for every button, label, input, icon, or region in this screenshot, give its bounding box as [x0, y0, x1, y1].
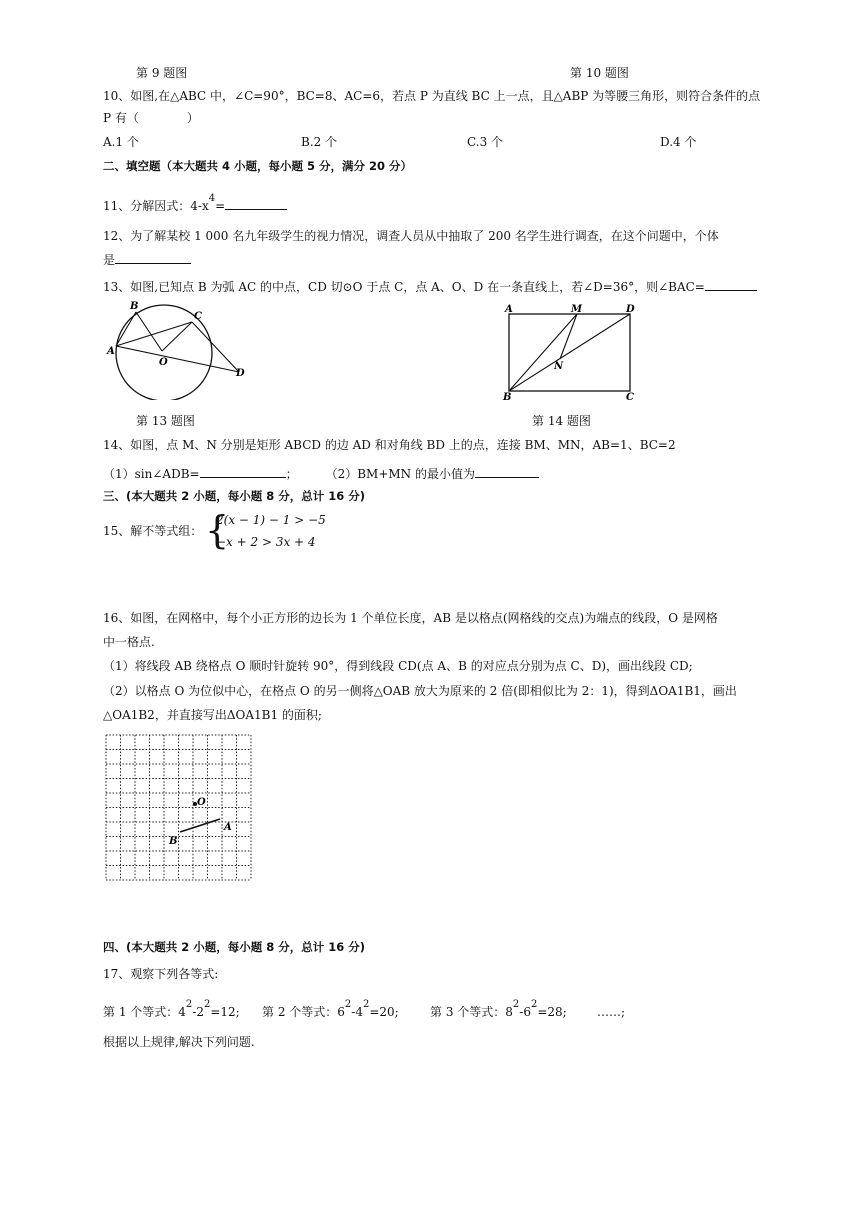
q17-intro: 17、观察下列各等式:: [103, 967, 219, 981]
q11-prefix: 11、分解因式：4-x: [103, 199, 209, 213]
fig13-diagram: [105, 298, 255, 400]
q14-parts: [103, 465, 539, 482]
section4-heading: 四、(本大题共 2 小题，每小题 8 分，总计 16 分): [103, 940, 366, 954]
q12-line2: [103, 251, 191, 268]
q17-eq1-exp2: 2: [203, 999, 211, 1010]
q14-part1-blank[interactable]: [200, 465, 286, 478]
fig16-label-b: B: [169, 836, 178, 847]
q17-eq1-a: 4: [178, 1005, 186, 1019]
fig13-label-a: A: [107, 346, 115, 357]
q10-line1: 10、如图,在△ABC 中，∠C=90°，BC=8、AC=6，若点 P 为直线 BC 上一点，且△ABP 为等腰三角形，则符合条件的点: [103, 89, 761, 103]
q14-part2: （2）BM+MN 的最小值为: [325, 467, 475, 481]
fig14-label-n: N: [554, 361, 564, 372]
q17-eq3-c: =28;: [537, 1005, 567, 1019]
q16-part1: （1）将线段 AB 绕格点 O 顺时针旋转 90°，得到线段 CD(点 A、B 的对应点分别为点 C、D)，画出线段 CD;: [103, 659, 693, 673]
q10-line2: P 有（ ）: [103, 111, 199, 125]
q16-line1: 16、如图，在网格中，每个小正方形的边长为 1 个单位长度，AB 是以格点(网格线的交点)为端点的线段，O 是网格: [103, 611, 718, 625]
fig14-label-c: C: [626, 392, 634, 402]
q17-eq3: [430, 999, 567, 1022]
fig16-label-o: O: [197, 797, 206, 808]
q10-option-c: C.3 个: [467, 135, 504, 149]
fig13-label-c: C: [194, 311, 202, 322]
q12-answer-blank[interactable]: [115, 251, 191, 264]
fig14-label-b: B: [503, 392, 512, 402]
fig10-caption: 第 10 题图: [570, 66, 629, 80]
fig16-grid: [100, 730, 258, 886]
fig14-caption: 第 14 题图: [532, 414, 591, 428]
q14-part1: （1）sin∠ADB=: [103, 467, 200, 481]
q10-option-a: A.1 个: [103, 135, 139, 149]
q17-eq2-a: 6: [337, 1005, 345, 1019]
q12-line1: 12、为了解某校 1 000 名九年级学生的视力情况，调查人员从中抽取了 200 名学生进行调查，在这个问题中，个体: [103, 229, 719, 243]
q15-brace: {: [205, 508, 230, 552]
q17-eq2-exp1: 2: [344, 999, 352, 1010]
q11-exponent: 4: [208, 193, 216, 204]
q17-outro: 根据以上规律,解决下列问题.: [103, 1035, 255, 1049]
q17-eq3-exp1: 2: [512, 999, 520, 1010]
q12-prefix: 是: [103, 253, 116, 267]
q11-equals: =: [215, 199, 226, 213]
q11-answer-blank[interactable]: [225, 197, 287, 210]
q17-eq3-prefix: 第 3 个等式：: [430, 1005, 506, 1019]
q16-part2a: （2）以格点 O 为位似中心，在格点 O 的另一侧将△OAB 放大为原来的 2 倍(即相似比为 2：1)，得到ΔOA1B1，画出: [103, 684, 737, 698]
fig16-label-a: A: [224, 822, 232, 833]
q13-answer-blank[interactable]: [705, 278, 757, 291]
q17-ellipsis: ……;: [597, 1005, 626, 1019]
q16-part2b: △OA1B2，并直接写出ΔOA1B1 的面积;: [103, 708, 322, 722]
q13-text: 13、如图,已知点 B 为弧 AC 的中点，CD 切⊙O 于点 C，点 A、O、D 在一条直线上，若∠D=36°，则∠BAC=: [103, 280, 705, 294]
fig14-label-a: A: [505, 304, 513, 315]
fig14-label-d: D: [626, 304, 635, 315]
q17-eq2-c: =20;: [369, 1005, 399, 1019]
q13: [103, 278, 757, 295]
fig13-label-o: O: [159, 357, 168, 368]
q17-eq2-prefix: 第 2 个等式：: [262, 1005, 338, 1019]
q15-prefix: 15、解不等式组：: [103, 524, 203, 538]
q14-part2-blank[interactable]: [475, 465, 539, 478]
fig14-diagram: [500, 302, 642, 402]
fig13-label-d: D: [236, 368, 245, 379]
q17-eq2-exp2: 2: [362, 999, 370, 1010]
q15-inequality-1: 2(x − 1) − 1 > −5: [216, 513, 326, 527]
q17-eq2: [262, 999, 399, 1022]
section3-heading: 三、(本大题共 2 小题，每小题 8 分，总计 16 分): [103, 489, 366, 503]
fig13-caption: 第 13 题图: [136, 414, 195, 428]
q17-eq1-exp1: 2: [185, 999, 193, 1010]
q17-eq3-exp2: 2: [530, 999, 538, 1010]
q11: [103, 193, 287, 216]
q17-eq3-a: 8: [505, 1005, 513, 1019]
q15-inequality-2: −x + 2 > 3x + 4: [216, 535, 316, 549]
q14-part1-end: ；: [285, 467, 298, 481]
q10-option-b: B.2 个: [301, 135, 338, 149]
section2-heading: 二、填空题（本大题共 4 小题，每小题 5 分，满分 20 分）: [103, 159, 413, 173]
grid-lines: [106, 735, 251, 880]
q17-eq1: [103, 999, 240, 1022]
q17-eq3-b: -6: [519, 1005, 531, 1019]
q14-text: 14、如图，点 M、N 分别是矩形 ABCD 的边 AD 和对角线 BD 上的点，连接 BM、MN，AB=1、BC=2: [103, 438, 676, 452]
q10-option-d: D.4 个: [660, 135, 697, 149]
q16-line2: 中一格点.: [103, 635, 155, 649]
fig14-label-m: M: [571, 304, 583, 315]
q17-eq1-c: =12;: [210, 1005, 240, 1019]
q17-eq2-b: -4: [351, 1005, 363, 1019]
fig13-label-b: B: [130, 301, 139, 312]
q17-eq1-b: -2: [192, 1005, 204, 1019]
fig9-caption: 第 9 题图: [136, 66, 188, 80]
q17-eq1-prefix: 第 1 个等式：: [103, 1005, 179, 1019]
